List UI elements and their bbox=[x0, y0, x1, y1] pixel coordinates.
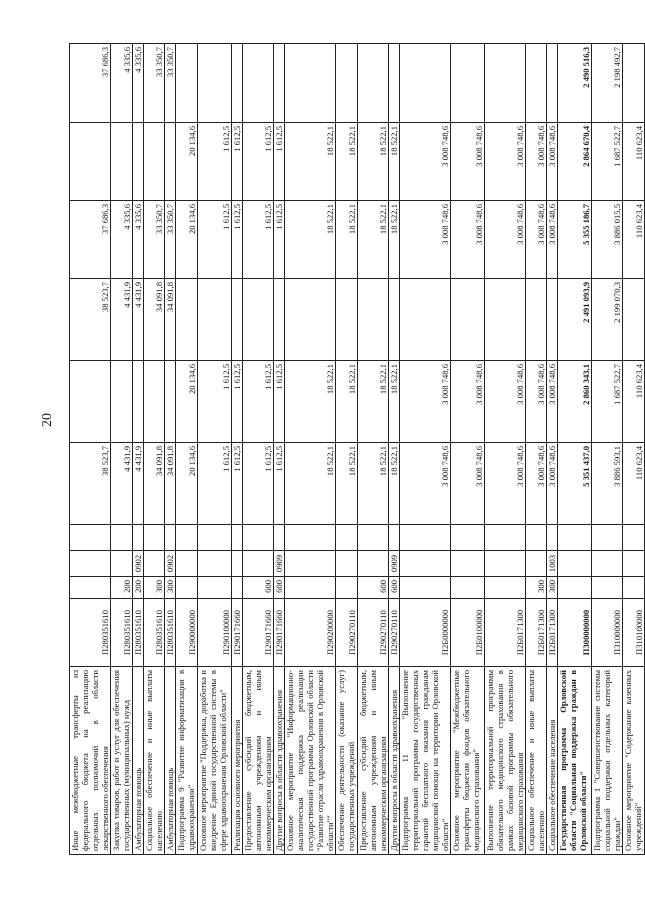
row-name-cell: Подпрограмма 1 "Совершенствование системы социальной поддержки отдельных категорий граждан" bbox=[592, 667, 623, 855]
amount-cell: 3 008 748,6 bbox=[451, 123, 485, 201]
amount-cell: 3 008 748,6 bbox=[451, 361, 485, 443]
amount-cell: 4 335,6 bbox=[111, 44, 133, 123]
table-row bbox=[389, 44, 400, 855]
amount-cell: 33 350,7 bbox=[144, 201, 165, 279]
page-number: 20 bbox=[40, 413, 55, 427]
amount-cell bbox=[176, 279, 198, 361]
amount-cell bbox=[400, 44, 451, 123]
amount-cell: 1 687 522,7 bbox=[592, 361, 623, 443]
amount-cell: 110 623,4 bbox=[623, 361, 645, 443]
amount-cell: 37 686,3 bbox=[70, 201, 111, 279]
classification-cell bbox=[558, 577, 592, 599]
amount-cell: 1 612,5 bbox=[198, 123, 232, 201]
classification-cell bbox=[176, 551, 198, 577]
classification-cell bbox=[232, 525, 243, 551]
amount-cell: 2 490 516,3 bbox=[558, 44, 592, 123]
table-row bbox=[526, 44, 547, 855]
amount-cell: 1 612,5 bbox=[198, 443, 232, 525]
classification-cell bbox=[400, 577, 451, 599]
amount-cell bbox=[198, 44, 232, 123]
row-name-cell: Другие вопросы в области здравоохранения bbox=[389, 667, 400, 855]
amount-cell bbox=[400, 279, 451, 361]
table-row bbox=[358, 44, 389, 855]
amount-cell bbox=[274, 279, 285, 361]
amount-cell bbox=[111, 123, 133, 201]
amount-cell: 18 522,1 bbox=[336, 361, 358, 443]
row-name-cell: Государственная программа Орловской области "Социальная поддержка граждан в Орловской области" bbox=[558, 667, 592, 855]
table-row bbox=[400, 44, 451, 855]
amount-cell: 4 431,9 bbox=[111, 443, 133, 525]
amount-cell: 3 008 748,6 bbox=[485, 443, 526, 525]
table-row bbox=[623, 44, 645, 855]
amount-cell: 18 522,1 bbox=[389, 361, 400, 443]
amount-cell: 20 134,6 bbox=[176, 361, 198, 443]
amount-cell: 3 008 748,6 bbox=[485, 361, 526, 443]
amount-cell: 4 335,6 bbox=[111, 201, 133, 279]
amount-cell: 1 612,5 bbox=[232, 443, 243, 525]
amount-cell bbox=[451, 44, 485, 123]
amount-cell: 1 612,5 bbox=[274, 201, 285, 279]
amount-cell: 4 431,9 bbox=[111, 279, 133, 361]
classification-cell bbox=[232, 551, 243, 577]
row-name-cell: Социальное обеспечение населения bbox=[547, 667, 558, 855]
amount-cell: 5 355 186,7 bbox=[558, 201, 592, 279]
amount-cell bbox=[547, 44, 558, 123]
table-row bbox=[558, 44, 592, 855]
amount-cell: 1 612,5 bbox=[274, 123, 285, 201]
classification-cell bbox=[485, 525, 526, 551]
classification-cell: 600 bbox=[389, 577, 400, 599]
row-name-cell: Подпрограмма 9 "Развитие информатизации в здравоохранении" bbox=[176, 667, 198, 855]
table-row bbox=[243, 44, 274, 855]
amount-cell: 18 522,1 bbox=[358, 361, 389, 443]
amount-cell bbox=[232, 44, 243, 123]
amount-cell: 18 522,1 bbox=[336, 201, 358, 279]
row-name-cell: Закупка товаров, работ и услуг для обеспечения государственных (муниципальных) нужд bbox=[111, 667, 133, 855]
row-name-cell: Социальное обеспечение и иные выплаты населению bbox=[144, 667, 165, 855]
classification-cell bbox=[485, 551, 526, 577]
amount-cell bbox=[623, 279, 645, 361]
classification-cell bbox=[198, 551, 232, 577]
amount-cell: 1 612,5 bbox=[243, 443, 274, 525]
classification-cell bbox=[133, 525, 144, 551]
amount-cell bbox=[526, 44, 547, 123]
classification-cell bbox=[558, 525, 592, 551]
classification-cell bbox=[526, 551, 547, 577]
amount-cell bbox=[133, 123, 144, 201]
target-code-cell: П2Б0171300 bbox=[526, 599, 547, 667]
classification-cell: 0902 bbox=[165, 551, 176, 577]
row-name-cell: Другие вопросы в области здравоохранения bbox=[274, 667, 285, 855]
amount-cell: 1 612,5 bbox=[198, 361, 232, 443]
amount-cell: 2 199 070,3 bbox=[592, 279, 623, 361]
target-code-cell: П290270110 bbox=[389, 599, 400, 667]
classification-cell bbox=[111, 551, 133, 577]
amount-cell: 18 522,1 bbox=[285, 123, 336, 201]
classification-cell bbox=[358, 551, 389, 577]
classification-cell: 600 bbox=[243, 577, 274, 599]
classification-cell: 0909 bbox=[274, 551, 285, 577]
classification-cell bbox=[70, 525, 111, 551]
row-name-cell: Подпрограмма 11 "Выполнение территориальной программы государственных гарантий бесплатного оказания гражданам медицинской помощи на территории Орловской области" bbox=[400, 667, 451, 855]
target-code-cell: П290270110 bbox=[336, 599, 358, 667]
amount-cell: 3 008 748,6 bbox=[451, 443, 485, 525]
amount-cell bbox=[144, 361, 165, 443]
amount-cell: 1 612,5 bbox=[243, 201, 274, 279]
row-name-cell: Основное мероприятие "Информационно-аналитическая поддержка реализации государственной программы Орловской области "Развитие отрасли здравоохранения в Орловской области"" bbox=[285, 667, 336, 855]
amount-cell: 2 860 343,1 bbox=[558, 361, 592, 443]
amount-cell bbox=[144, 123, 165, 201]
amount-cell bbox=[623, 44, 645, 123]
amount-cell bbox=[198, 279, 232, 361]
amount-cell: 3 008 748,6 bbox=[485, 123, 526, 201]
table-row bbox=[485, 44, 526, 855]
amount-cell: 3 008 748,6 bbox=[547, 443, 558, 525]
amount-cell: 38 523,7 bbox=[70, 279, 111, 361]
amount-cell: 3 008 748,6 bbox=[485, 201, 526, 279]
classification-cell bbox=[400, 551, 451, 577]
row-name-cell: Социальное обеспечение и иные выплаты населению bbox=[526, 667, 547, 855]
classification-cell bbox=[592, 551, 623, 577]
classification-cell bbox=[232, 577, 243, 599]
classification-cell: 300 bbox=[547, 577, 558, 599]
classification-cell: 300 bbox=[144, 577, 165, 599]
classification-cell: 0909 bbox=[389, 551, 400, 577]
amount-cell: 18 522,1 bbox=[285, 201, 336, 279]
amount-cell: 3 008 748,6 bbox=[547, 201, 558, 279]
amount-cell: 2 491 093,9 bbox=[558, 279, 592, 361]
row-name-cell: Предоставление субсидий бюджетным, автономным учреждениям и иным некоммерческим организациям bbox=[243, 667, 274, 855]
target-code-cell: П310000000 bbox=[592, 599, 623, 667]
budget-table bbox=[69, 43, 645, 855]
amount-cell: 4 335,6 bbox=[133, 44, 144, 123]
amount-cell: 18 522,1 bbox=[358, 201, 389, 279]
amount-cell: 20 134,6 bbox=[176, 201, 198, 279]
classification-cell bbox=[451, 525, 485, 551]
amount-cell: 18 522,1 bbox=[358, 123, 389, 201]
table-row bbox=[232, 44, 243, 855]
amount-cell: 1 612,5 bbox=[198, 201, 232, 279]
amount-cell: 2 864 670,4 bbox=[558, 123, 592, 201]
amount-cell: 33 350,7 bbox=[144, 44, 165, 123]
target-code-cell: П300000000 bbox=[558, 599, 592, 667]
amount-cell bbox=[547, 279, 558, 361]
amount-cell: 38 523,7 bbox=[70, 443, 111, 525]
table-row bbox=[592, 44, 623, 855]
amount-cell: 34 091,8 bbox=[165, 279, 176, 361]
amount-cell: 110 623,4 bbox=[623, 443, 645, 525]
classification-cell bbox=[485, 577, 526, 599]
amount-cell: 3 008 748,6 bbox=[547, 361, 558, 443]
amount-cell bbox=[285, 44, 336, 123]
amount-cell: 1 612,5 bbox=[232, 201, 243, 279]
classification-cell bbox=[243, 551, 274, 577]
classification-cell bbox=[558, 551, 592, 577]
row-name-cell: Предоставление субсидий бюджетным, автономным учреждениям и иным некоммерческим организациям bbox=[358, 667, 389, 855]
classification-cell bbox=[623, 525, 645, 551]
classification-cell bbox=[285, 551, 336, 577]
classification-cell: 300 bbox=[526, 577, 547, 599]
row-name-cell: Основное мероприятие "Поддержка, доработка и внедрение Единой государственной системы в сфере здравоохранения Орловской области" bbox=[198, 667, 232, 855]
target-code-cell: П290171660 bbox=[274, 599, 285, 667]
amount-cell: 110 623,4 bbox=[623, 123, 645, 201]
amount-cell: 18 522,1 bbox=[358, 443, 389, 525]
classification-cell bbox=[111, 525, 133, 551]
classification-cell bbox=[451, 551, 485, 577]
amount-cell: 1 612,5 bbox=[243, 361, 274, 443]
target-code-cell: П280351610 bbox=[165, 599, 176, 667]
classification-cell bbox=[623, 551, 645, 577]
target-code-cell: П310100000 bbox=[623, 599, 645, 667]
amount-cell bbox=[274, 44, 285, 123]
amount-cell: 33 350,7 bbox=[165, 44, 176, 123]
classification-cell bbox=[285, 525, 336, 551]
amount-cell: 4 431,9 bbox=[133, 443, 144, 525]
amount-cell bbox=[243, 279, 274, 361]
target-code-cell: П280351610 bbox=[133, 599, 144, 667]
amount-cell: 3 008 748,6 bbox=[400, 443, 451, 525]
amount-cell bbox=[451, 279, 485, 361]
amount-cell: 34 091,8 bbox=[144, 443, 165, 525]
row-name-cell: Выполнение территориальной программы обязательного медицинского страхования в рамках базовой программы обязательного медицинского страхования bbox=[485, 667, 526, 855]
amount-cell: 18 522,1 bbox=[389, 201, 400, 279]
row-name-cell: Амбулаторная помощь bbox=[165, 667, 176, 855]
table-row bbox=[165, 44, 176, 855]
classification-cell bbox=[592, 525, 623, 551]
classification-cell: 0902 bbox=[133, 551, 144, 577]
classification-cell bbox=[165, 525, 176, 551]
target-code-cell: П2Б0000000 bbox=[400, 599, 451, 667]
amount-cell bbox=[165, 361, 176, 443]
amount-cell: 18 522,1 bbox=[336, 443, 358, 525]
amount-cell bbox=[358, 279, 389, 361]
amount-cell: 4 335,6 bbox=[133, 201, 144, 279]
amount-cell: 1 612,5 bbox=[232, 361, 243, 443]
amount-cell: 3 008 748,6 bbox=[400, 201, 451, 279]
classification-cell bbox=[592, 577, 623, 599]
target-code-cell: П2Б0100000 bbox=[451, 599, 485, 667]
classification-cell: 300 bbox=[165, 577, 176, 599]
classification-cell bbox=[198, 577, 232, 599]
classification-cell: 600 bbox=[274, 577, 285, 599]
table-row bbox=[70, 44, 111, 855]
target-code-cell: П290100000 bbox=[198, 599, 232, 667]
amount-cell bbox=[70, 123, 111, 201]
amount-cell: 3 886 015,5 bbox=[592, 201, 623, 279]
target-code-cell: П290171660 bbox=[232, 599, 243, 667]
classification-cell bbox=[70, 551, 111, 577]
classification-cell: 200 bbox=[133, 577, 144, 599]
amount-cell: 4 431,9 bbox=[133, 279, 144, 361]
amount-cell: 18 522,1 bbox=[285, 361, 336, 443]
row-name-cell: Иные межбюджетные трансферты из федерального бюджета на реализацию отдельных полномочий в области лекарственного обеспечения bbox=[70, 667, 111, 855]
table-row bbox=[547, 44, 558, 855]
amount-cell: 5 351 437,0 bbox=[558, 443, 592, 525]
table-row bbox=[285, 44, 336, 855]
amount-cell: 18 522,1 bbox=[389, 443, 400, 525]
amount-cell bbox=[526, 279, 547, 361]
target-code-cell: П290171660 bbox=[243, 599, 274, 667]
amount-cell bbox=[389, 44, 400, 123]
target-code-cell: П280351610 bbox=[144, 599, 165, 667]
classification-cell bbox=[198, 525, 232, 551]
amount-cell: 18 522,1 bbox=[285, 443, 336, 525]
target-code-cell: П290270110 bbox=[358, 599, 389, 667]
classification-cell bbox=[176, 577, 198, 599]
classification-cell bbox=[285, 577, 336, 599]
amount-cell: 3 008 748,6 bbox=[526, 201, 547, 279]
amount-cell: 2 198 492,7 bbox=[592, 44, 623, 123]
table-row bbox=[111, 44, 133, 855]
amount-cell: 18 522,1 bbox=[389, 123, 400, 201]
amount-cell: 33 350,7 bbox=[165, 201, 176, 279]
classification-cell bbox=[70, 577, 111, 599]
amount-cell: 20 134,6 bbox=[176, 123, 198, 201]
classification-cell bbox=[547, 525, 558, 551]
amount-cell: 37 686,3 bbox=[70, 44, 111, 123]
target-code-cell: П290200000 bbox=[285, 599, 336, 667]
amount-cell: 1 687 522,7 bbox=[592, 123, 623, 201]
classification-cell: 200 bbox=[111, 577, 133, 599]
table-row bbox=[274, 44, 285, 855]
classification-cell bbox=[451, 577, 485, 599]
row-name-cell: Основное мероприятие "Межбюджетные трансферты бюджетам фондов обязательного медицинского страхования" bbox=[451, 667, 485, 855]
amount-cell bbox=[165, 123, 176, 201]
amount-cell bbox=[243, 44, 274, 123]
target-code-cell: П2Б0171300 bbox=[547, 599, 558, 667]
table-row bbox=[451, 44, 485, 855]
classification-cell bbox=[358, 525, 389, 551]
amount-cell: 34 091,8 bbox=[165, 443, 176, 525]
table-row bbox=[198, 44, 232, 855]
target-code-cell: П280351610 bbox=[70, 599, 111, 667]
amount-cell bbox=[111, 361, 133, 443]
amount-cell: 18 522,1 bbox=[336, 123, 358, 201]
classification-cell bbox=[144, 525, 165, 551]
amount-cell bbox=[336, 279, 358, 361]
target-code-cell: П2Б0171300 bbox=[485, 599, 526, 667]
classification-cell bbox=[623, 577, 645, 599]
amount-cell: 34 091,8 bbox=[144, 279, 165, 361]
row-name-cell: Реализация основного мероприятия bbox=[232, 667, 243, 855]
amount-cell bbox=[70, 361, 111, 443]
budget-table-container bbox=[69, 44, 644, 855]
classification-cell bbox=[243, 525, 274, 551]
table-row bbox=[336, 44, 358, 855]
target-code-cell: П290000000 bbox=[176, 599, 198, 667]
amount-cell: 3 008 748,6 bbox=[400, 123, 451, 201]
amount-cell bbox=[285, 279, 336, 361]
amount-cell bbox=[485, 279, 526, 361]
amount-cell: 3 008 748,6 bbox=[526, 361, 547, 443]
classification-cell: 600 bbox=[358, 577, 389, 599]
amount-cell: 110 623,4 bbox=[623, 201, 645, 279]
row-name-cell: Амбулаторная помощь bbox=[133, 667, 144, 855]
amount-cell: 3 008 748,6 bbox=[526, 443, 547, 525]
table-row bbox=[176, 44, 198, 855]
amount-cell bbox=[176, 44, 198, 123]
amount-cell: 1 612,5 bbox=[274, 361, 285, 443]
classification-cell bbox=[400, 525, 451, 551]
amount-cell: 3 008 748,6 bbox=[547, 123, 558, 201]
classification-cell bbox=[144, 551, 165, 577]
amount-cell: 3 008 748,6 bbox=[526, 123, 547, 201]
row-name-cell: Обеспечение деятельности (оказание услуг) государственных учреждений bbox=[336, 667, 358, 855]
amount-cell: 3 008 748,6 bbox=[400, 361, 451, 443]
classification-cell bbox=[336, 577, 358, 599]
classification-cell: 1003 bbox=[547, 551, 558, 577]
amount-cell bbox=[485, 44, 526, 123]
amount-cell: 3 886 593,1 bbox=[592, 443, 623, 525]
amount-cell: 1 612,5 bbox=[274, 443, 285, 525]
amount-cell bbox=[358, 44, 389, 123]
classification-cell bbox=[336, 551, 358, 577]
classification-cell bbox=[526, 525, 547, 551]
table-row bbox=[144, 44, 165, 855]
amount-cell bbox=[389, 279, 400, 361]
table-row bbox=[133, 44, 144, 855]
amount-cell: 1 612,5 bbox=[243, 123, 274, 201]
classification-cell bbox=[274, 525, 285, 551]
target-code-cell: П280351610 bbox=[111, 599, 133, 667]
classification-cell bbox=[336, 525, 358, 551]
amount-cell bbox=[133, 361, 144, 443]
amount-cell: 1 612,5 bbox=[232, 123, 243, 201]
amount-cell: 3 008 748,6 bbox=[451, 201, 485, 279]
classification-cell bbox=[389, 525, 400, 551]
amount-cell bbox=[336, 44, 358, 123]
row-name-cell: Основное мероприятие "Содержание казенных учреждений" bbox=[623, 667, 645, 855]
amount-cell: 20 134,6 bbox=[176, 443, 198, 525]
classification-cell bbox=[176, 525, 198, 551]
amount-cell bbox=[232, 279, 243, 361]
